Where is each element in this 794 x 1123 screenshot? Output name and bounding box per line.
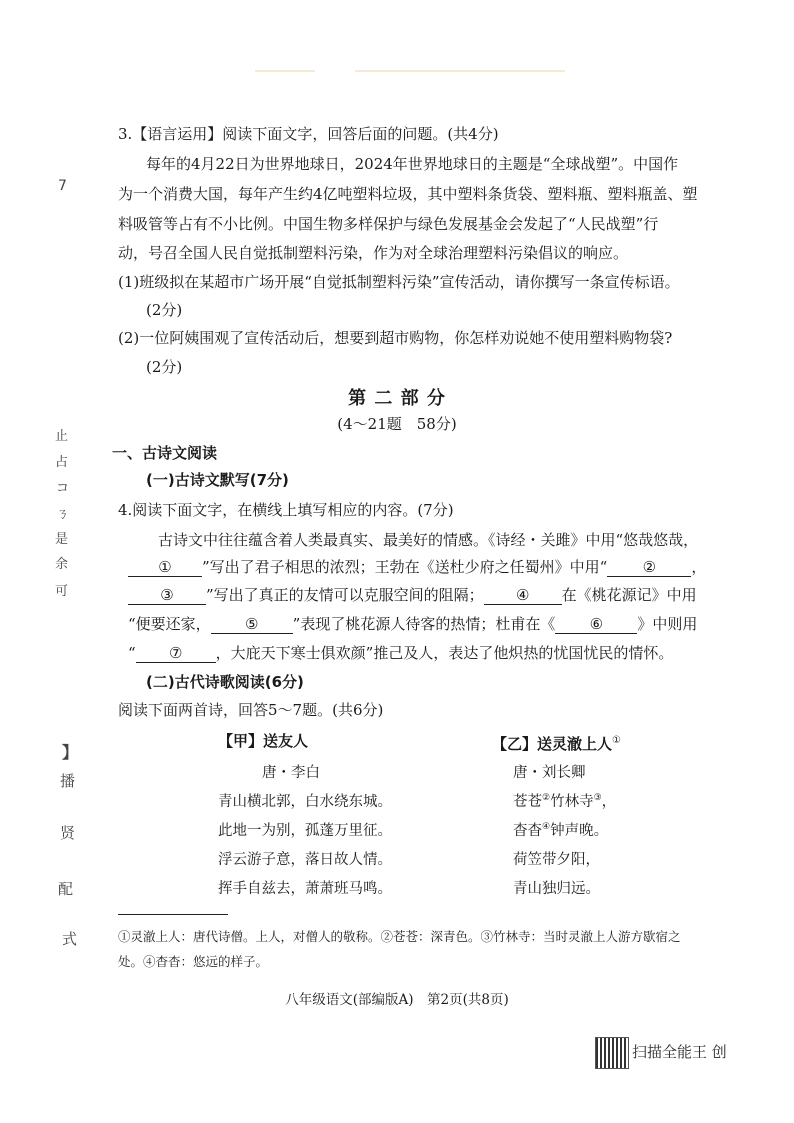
margin-mark: 配	[58, 880, 74, 898]
margin-mark: 止	[55, 429, 69, 444]
footnote-line: ①灵澈上人：唐代诗僧。上人，对僧人的敬称。②苍苍：深青色。③竹林寺：当时灵澈上人游方歇宿之	[118, 929, 681, 944]
section-title: 一、古诗文阅读	[112, 444, 218, 462]
q4-text-line: “便要还家， ⑤ ”表现了桃花源人待客的热情；杜甫在《 ⑥ 》中则用	[128, 615, 698, 633]
footnote-line: 处。④杳杳：悠远的样子。	[118, 954, 269, 969]
margin-mark: 7	[58, 178, 67, 194]
passage-line: 料吸管等占有不小比例。中国生物多样保护与绿色发展基金会发起了“人民战塑”行	[118, 215, 659, 233]
q4-text-line: “ ⑦ ，大庇天下寒士俱欢颜”推己及人，表达了他炽热的忧国忧民的情怀。	[128, 644, 674, 662]
blank-6[interactable]: ⑥	[555, 615, 637, 634]
margin-mark: 余	[55, 557, 69, 572]
page-footer: 八年级语文(部编版A) 第2页(共8页)	[285, 992, 509, 1008]
poem-b-line: 荷笠带夕阳，	[513, 852, 600, 868]
passage-line: 动，号召全国人民自觉抵制塑料污染，作为对全球治理塑料污染倡议的响应。	[118, 244, 629, 262]
margin-mark: コ	[56, 481, 70, 496]
margin-mark: 贤	[60, 824, 76, 842]
part-title: 第 二 部 分	[348, 388, 446, 409]
poem-b-author: 唐・刘长卿	[513, 765, 586, 781]
question-5-7-title: 阅读下面两首诗，回答5～7题。(共6分)	[118, 701, 384, 719]
subquestion-1: (1)班级拟在某超市广场开展“自觉抵制塑料污染”宣传活动，请你撰写一条宣传标语。	[118, 273, 680, 291]
poem-b-line: 杳杳④钟声晚。	[513, 822, 609, 839]
q4-text-line: ① ”写出了君子相思的浓烈；王勃在《送杜少府之任蜀州》中用“ ② ，	[128, 557, 706, 577]
scan-artifact	[255, 70, 315, 72]
margin-mark: ㄋ	[56, 507, 70, 522]
blank-5[interactable]: ⑤	[211, 615, 293, 634]
subsection-title: (一)古诗文默写(7分)	[146, 471, 289, 489]
part-subtitle: (4～21题 58分)	[337, 415, 457, 433]
poem-b-line: 苍苍②竹林寺③，	[513, 793, 617, 810]
q4-text-line: 古诗文中往往蕴含着人类最真实、最美好的情感。《诗经・关雎》中用“悠哉悠哉，	[158, 531, 699, 549]
subquestion-2: (2)一位阿姨围观了宣传活动后，想要到超市购物，你怎样劝说她不使用塑料购物袋?	[118, 329, 673, 347]
margin-mark: 可	[55, 584, 69, 599]
margin-mark: 占	[55, 455, 69, 470]
blank-3[interactable]: ③	[128, 586, 206, 605]
margin-mark: 是	[55, 532, 69, 547]
blank-7[interactable]: ⑦	[136, 644, 216, 663]
poem-a-author: 唐・李白	[262, 765, 320, 781]
question-4-title: 4.阅读下面文字，在横线上填写相应的内容。(7分)	[118, 501, 454, 519]
subquestion-1-score: (2分)	[146, 301, 183, 319]
margin-mark: 式	[62, 930, 78, 948]
blank-1[interactable]: ①	[128, 558, 202, 577]
scanner-logo-icon	[595, 1037, 629, 1069]
watermark: 扫描全能王 创	[632, 1043, 727, 1061]
poem-b-title: 【乙】送灵澈上人①	[492, 735, 621, 753]
poem-a-line: 浮云游子意，落日故人情。	[218, 852, 392, 868]
q4-text-line: ③ ”写出了真正的友情可以克服空间的阻隔； ④ 在《桃花源记》中用	[128, 585, 697, 605]
margin-mark: 播	[60, 772, 76, 790]
poem-a-line: 此地一为别，孤蓬万里征。	[218, 823, 392, 839]
poem-b-line: 青山独归远。	[513, 881, 600, 897]
poem-a-line: 青山横北郭，白水绕东城。	[218, 794, 392, 810]
poem-a-line: 挥手自兹去，萧萧班马鸣。	[218, 881, 392, 897]
poem-a-title: 【甲】送友人	[218, 732, 309, 750]
passage-line: 为一个消费大国，每年产生约4亿吨塑料垃圾，其中塑料条货袋、塑料瓶、塑料瓶盖、塑	[118, 185, 698, 203]
blank-2[interactable]: ②	[607, 558, 691, 577]
question-3-title: 3.【语言运用】阅读下面文字，回答后面的问题。(共4分)	[118, 125, 499, 143]
footnote-divider	[118, 914, 228, 915]
subsection-title: (二)古代诗歌阅读(6分)	[146, 673, 304, 691]
blank-4[interactable]: ④	[484, 586, 562, 605]
subquestion-2-score: (2分)	[146, 358, 183, 376]
margin-mark: 】	[62, 743, 79, 762]
scan-artifact	[355, 70, 565, 72]
passage-line: 每年的4月22日为世界地球日，2024年世界地球日的主题是“全球战塑”。中国作	[146, 155, 679, 173]
